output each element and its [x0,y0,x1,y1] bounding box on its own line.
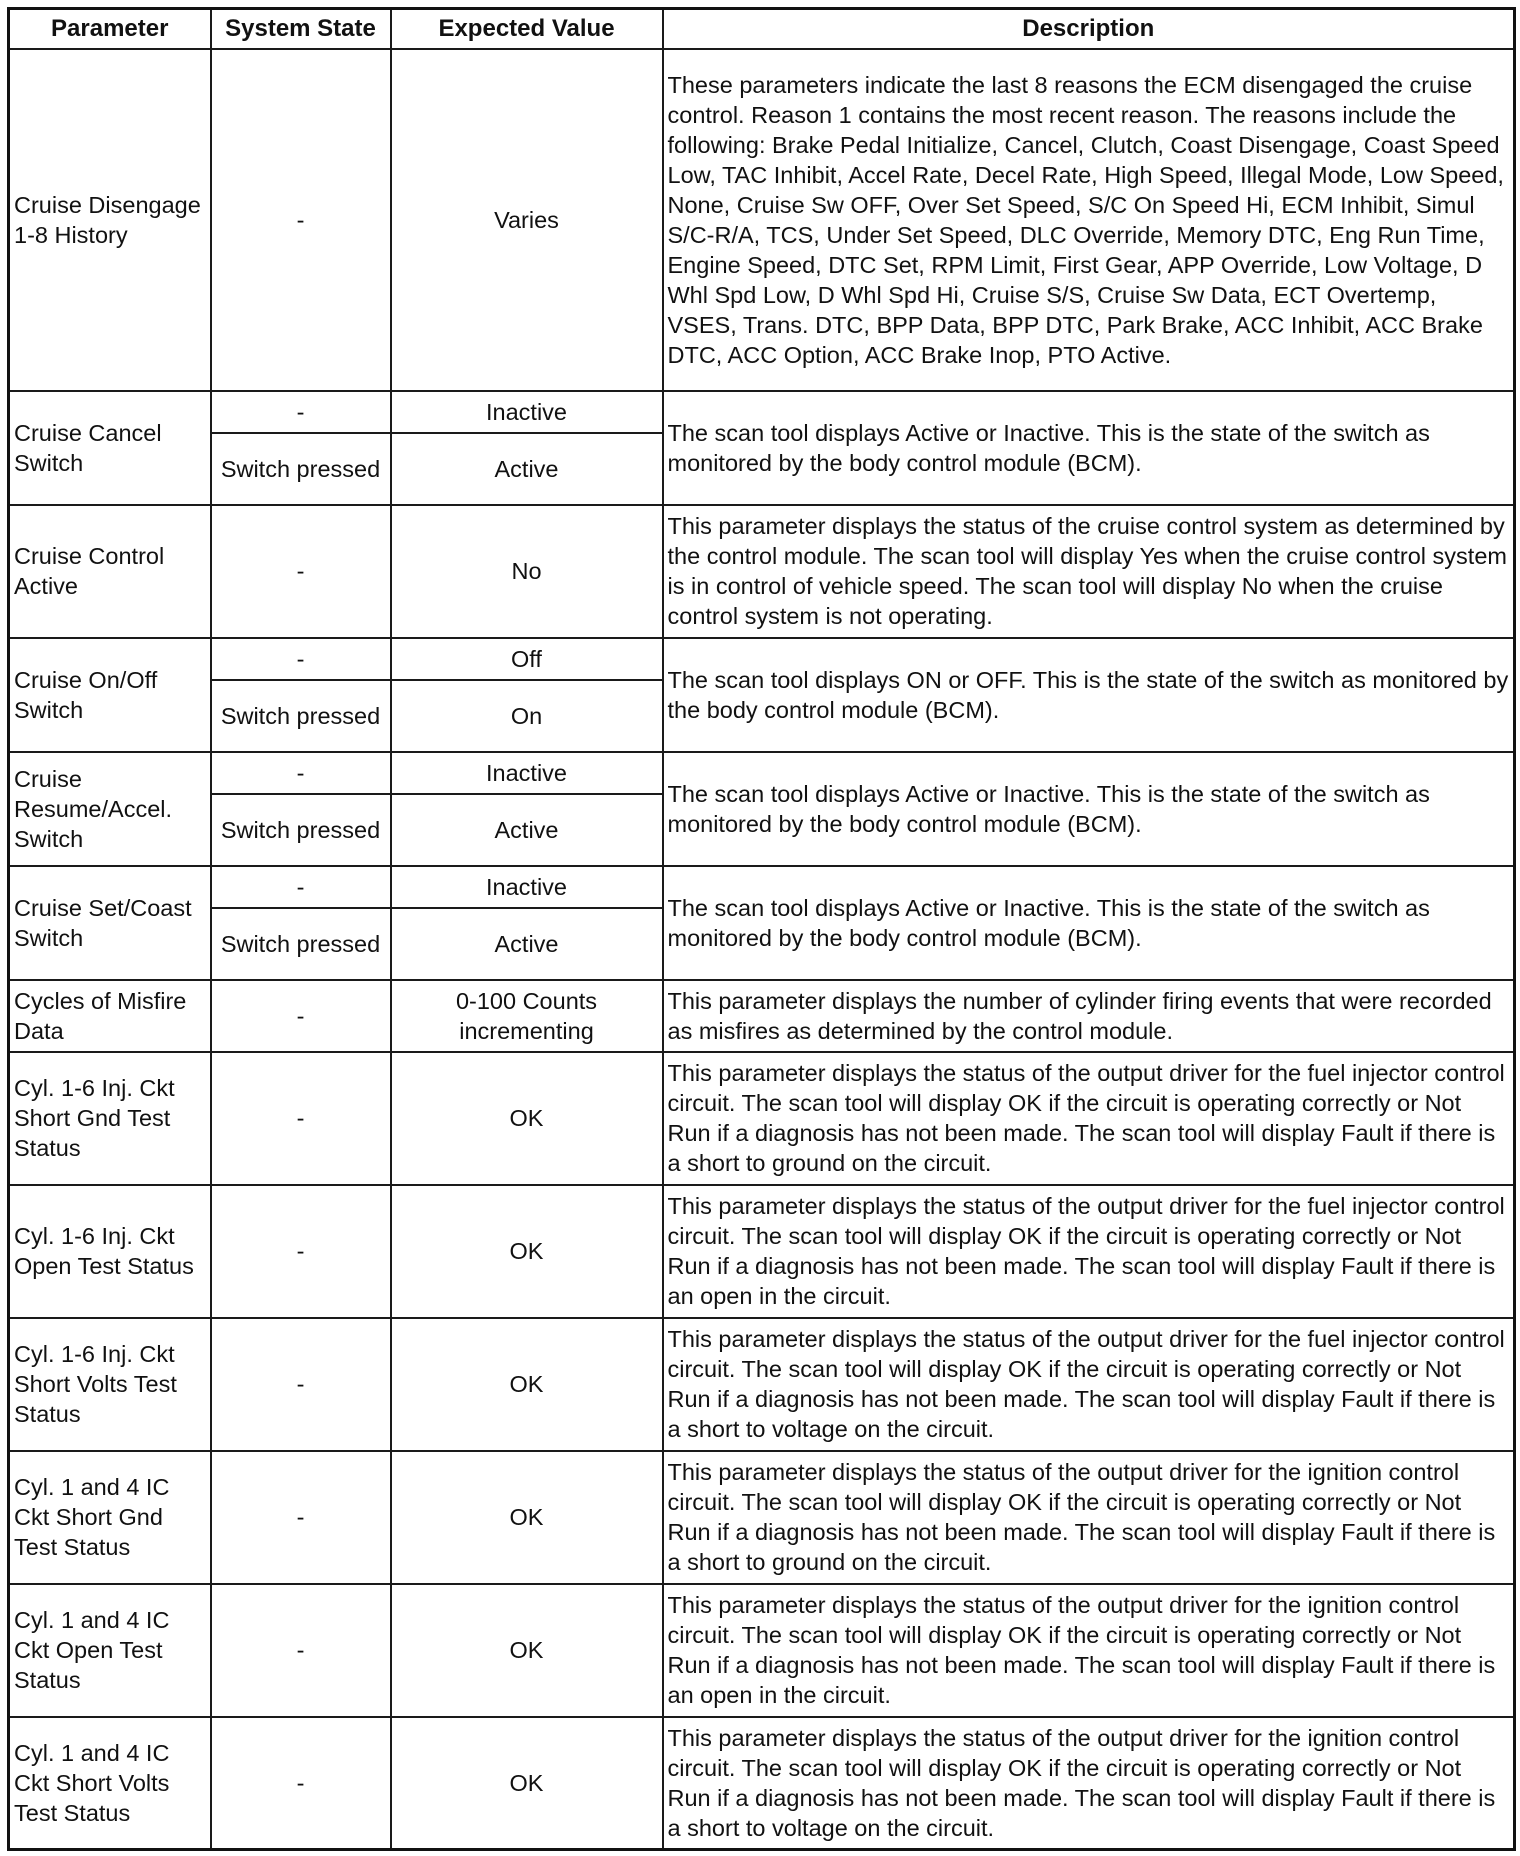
expected-value-cell: Off [391,638,663,680]
description-cell: These parameters indicate the last 8 reasons the ECM disengaged the cruise control. Reason 1 contains the most recent reason. The reasons include the following: Brake Pedal Initialize, Cancel, Clutch, Coast Disengage, Coast Speed Low, TAC Inhibit, Accel Rate, Decel Rate, High Speed, Illegal Mode, Low Speed, None, Cruise Sw OFF, Over Set Speed, S/C On Speed Hi, ECM Inhibit, Simul S/C-R/A, TCS, Under Set Speed, DLC Override, Memory DTC, Eng Run Time, Engine Speed, DTC Set, RPM Limit, First Gear, APP Override, Low Voltage, D Whl Spd Low, D Whl Spd Hi, Cruise S/S, Cruise Sw Data, ECT Overtemp, VSES, Trans. DTC, BPP Data, BPP DTC, Park Brake, ACC Inhibit, ACC Brake DTC, ACC Option, ACC Brake Inop, PTO Active. [663,49,1515,391]
table-row [9,752,1515,794]
expected-value-cell: OK [391,1185,663,1318]
parameter-cell: Cyl. 1-6 Inj. Ckt Short Gnd Test Status [9,1052,211,1185]
description-cell: This parameter displays the status of the cruise control system as determined by the control module. The scan tool will display Yes when the cruise control system is in control of vehicle speed. The scan tool will display No when the cruise control system is not operating. [663,505,1515,638]
system-state-cell: Switch pressed [211,908,391,980]
expected-value-cell: OK [391,1584,663,1717]
expected-value-cell: Active [391,908,663,980]
table-row [9,866,1515,908]
parameter-cell: Cyl. 1 and 4 IC Ckt Open Test Status [9,1584,211,1717]
system-state-cell: - [211,1185,391,1318]
description-cell: The scan tool displays Active or Inactive. This is the state of the switch as monitored by the body control module (BCM). [663,752,1515,866]
column-header-parameter: Parameter [9,9,211,49]
description-cell: This parameter displays the status of the output driver for the fuel injector control circuit. The scan tool will display OK if the circuit is operating correctly or Not Run if a diagnosis has not been made. The scan tool will display Fault if there is a short to voltage on the circuit. [663,1318,1515,1451]
system-state-cell: - [211,980,391,1052]
expected-value-cell: Active [391,433,663,505]
column-header-expected-value: Expected Value [391,9,663,49]
system-state-cell: Switch pressed [211,433,391,505]
parameter-cell: Cruise Cancel Switch [9,391,211,505]
system-state-cell: - [211,752,391,794]
table-row [9,1185,1515,1318]
parameter-cell: Cruise Set/Coast Switch [9,866,211,980]
system-state-cell: - [211,505,391,638]
table-row [9,505,1515,638]
expected-value-cell: Inactive [391,752,663,794]
expected-value-cell: OK [391,1717,663,1850]
expected-value-cell: No [391,505,663,638]
description-cell: This parameter displays the status of the output driver for the ignition control circuit. The scan tool will display OK if the circuit is operating correctly or Not Run if a diagnosis has not been made. The scan tool will display Fault if there is an open in the circuit. [663,1584,1515,1717]
description-cell: This parameter displays the status of the output driver for the ignition control circuit. The scan tool will display OK if the circuit is operating correctly or Not Run if a diagnosis has not been made. The scan tool will display Fault if there is a short to voltage on the circuit. [663,1717,1515,1850]
description-cell: The scan tool displays ON or OFF. This is the state of the switch as monitored by the body control module (BCM). [663,638,1515,752]
parameter-cell: Cruise Resume/Accel. Switch [9,752,211,866]
system-state-cell: - [211,1318,391,1451]
table-row [9,980,1515,1052]
system-state-cell: - [211,49,391,391]
parameter-cell: Cyl. 1 and 4 IC Ckt Short Gnd Test Status [9,1451,211,1584]
description-cell: The scan tool displays Active or Inactive. This is the state of the switch as monitored by the body control module (BCM). [663,391,1515,505]
expected-value-cell: OK [391,1318,663,1451]
table-row [9,391,1515,433]
description-cell: This parameter displays the status of the output driver for the fuel injector control circuit. The scan tool will display OK if the circuit is operating correctly or Not Run if a diagnosis has not been made. The scan tool will display Fault if there is an open in the circuit. [663,1185,1515,1318]
expected-value-cell: OK [391,1451,663,1584]
column-header-system-state: System State [211,9,391,49]
parameter-table [7,7,1516,1851]
system-state-cell: - [211,866,391,908]
system-state-cell: - [211,1717,391,1850]
parameter-table-container [7,7,1513,1849]
system-state-cell: - [211,1584,391,1717]
system-state-cell: - [211,638,391,680]
table-row [9,1717,1515,1850]
parameter-cell: Cruise Disengage 1-8 History [9,49,211,391]
description-cell: This parameter displays the status of the output driver for the ignition control circuit. The scan tool will display OK if the circuit is operating correctly or Not Run if a diagnosis has not been made. The scan tool will display Fault if there is a short to ground on the circuit. [663,1451,1515,1584]
system-state-cell: - [211,1451,391,1584]
description-cell: This parameter displays the number of cylinder firing events that were recorded as misfires as determined by the control module. [663,980,1515,1052]
table-row [9,49,1515,391]
parameter-cell: Cyl. 1-6 Inj. Ckt Short Volts Test Status [9,1318,211,1451]
expected-value-cell: Inactive [391,866,663,908]
expected-value-cell: 0-100 Counts incrementing [391,980,663,1052]
system-state-cell: Switch pressed [211,794,391,866]
expected-value-cell: OK [391,1052,663,1185]
table-row [9,1584,1515,1717]
header-row [9,9,1515,49]
parameter-cell: Cyl. 1-6 Inj. Ckt Open Test Status [9,1185,211,1318]
description-cell: This parameter displays the status of the output driver for the fuel injector control circuit. The scan tool will display OK if the circuit is operating correctly or Not Run if a diagnosis has not been made. The scan tool will display Fault if there is a short to ground on the circuit. [663,1052,1515,1185]
expected-value-cell: Inactive [391,391,663,433]
table-row [9,1052,1515,1185]
parameter-cell: Cycles of Misfire Data [9,980,211,1052]
table-row [9,1318,1515,1451]
expected-value-cell: Varies [391,49,663,391]
system-state-cell: - [211,391,391,433]
table-row [9,1451,1515,1584]
system-state-cell: - [211,1052,391,1185]
table-row [9,638,1515,680]
column-header-description: Description [663,9,1515,49]
parameter-cell: Cyl. 1 and 4 IC Ckt Short Volts Test Status [9,1717,211,1850]
description-cell: The scan tool displays Active or Inactive. This is the state of the switch as monitored by the body control module (BCM). [663,866,1515,980]
expected-value-cell: On [391,680,663,752]
expected-value-cell: Active [391,794,663,866]
parameter-cell: Cruise Control Active [9,505,211,638]
parameter-cell: Cruise On/Off Switch [9,638,211,752]
system-state-cell: Switch pressed [211,680,391,752]
